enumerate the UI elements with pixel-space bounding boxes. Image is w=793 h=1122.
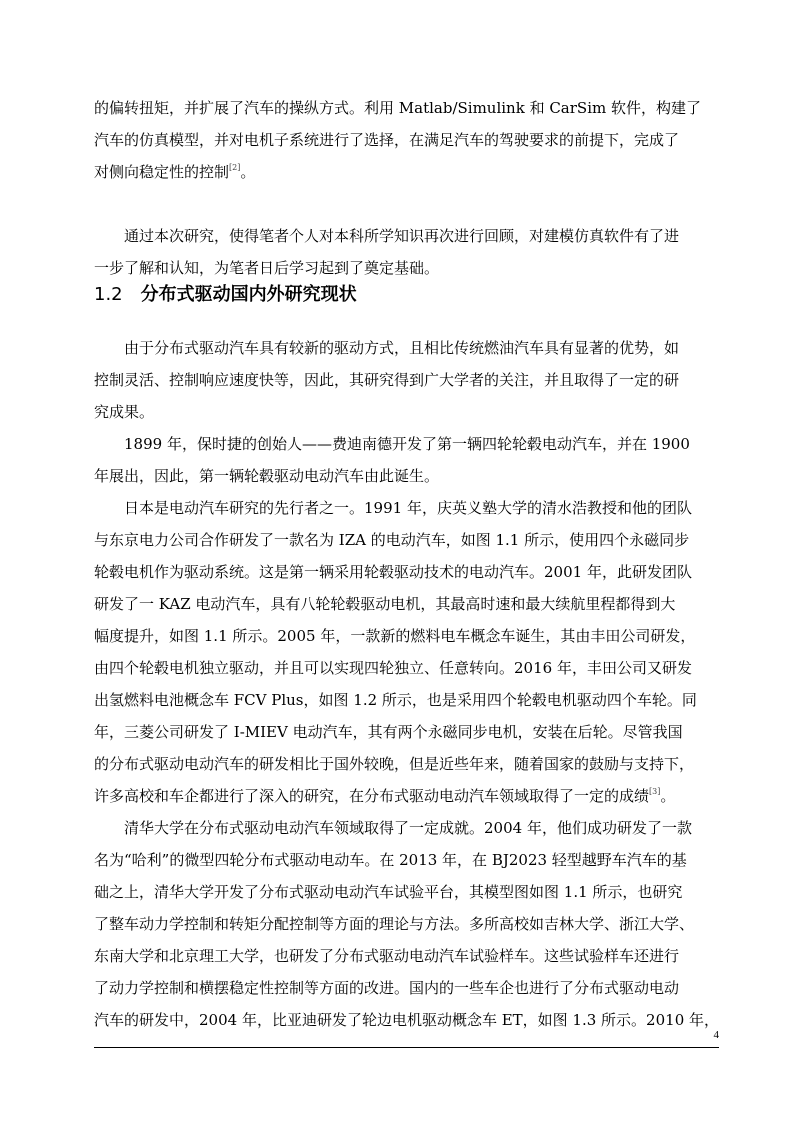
citation-mark: [2] <box>229 163 241 172</box>
paragraph-continuation <box>94 92 724 188</box>
text-line: 出氢燃料电池概念车 FCV Plus，如图 1.2 所示，也是采用四个轮毂电机驱动四个车轮。同 <box>94 691 697 709</box>
text-line: 通过本次研究，使得笔者个人对本科所学知识再次进行回顾，对建模仿真软件有了进 <box>124 227 680 245</box>
text-line <box>94 156 724 188</box>
text-line: 究成果。 <box>94 403 155 421</box>
text-line: 了动力学控制和横摆稳定性控制等方面的改进。国内的一些车企也进行了分布式驱动电动 <box>94 979 680 997</box>
text-line: 年展出，因此，第一辆轮毂驱动电动汽车由此诞生。 <box>94 467 440 485</box>
paragraph-summary <box>94 220 724 284</box>
footer-divider <box>94 1047 719 1048</box>
text-line: 控制灵活、控制响应速度快等，因此，其研究得到广大学者的关注，并且取得了一定的研 <box>94 371 680 389</box>
text-line: 幅度提升，如图 1.1 所示。2005 年，一款新的燃料电车概念车诞生，其由丰田公司研发， <box>94 627 696 645</box>
section-number: 1.2 <box>94 284 123 305</box>
text-line: 名为“哈利”的微型四轮分布式驱动电动车。在 2013 年，在 BJ2023 轻型越野车汽车的基 <box>94 851 687 869</box>
text-line <box>94 780 724 812</box>
text-fragment: 。 <box>660 787 676 805</box>
paragraph-tsinghua <box>94 812 724 1036</box>
text-line: 东南大学和北京理工大学，也研发了分布式驱动电动汽车试验样车。这些试验样车还进行 <box>94 947 680 965</box>
text-line: 日本是电动汽车研究的先行者之一。1991 年，庆英义塾大学的清水浩教授和他的团队 <box>124 499 692 517</box>
text-fragment: 。 <box>240 163 256 181</box>
text-line: 一步了解和认知，为笔者日后学习起到了奠定基础。 <box>94 259 440 277</box>
citation-mark: [3] <box>649 787 661 796</box>
text-line: 清华大学在分布式驱动电动汽车领域取得了一定成就。2004 年，他们成功研发了一款 <box>124 819 692 837</box>
text-line: 汽车的研发中，2004 年，比亚迪研发了轮边电机驱动概念车 ET，如图 1.3 所示。2010 年， <box>94 1011 720 1029</box>
text-line: 了整车动力学控制和转矩分配控制等方面的理论与方法。多所高校如吉林大学、浙江大学、 <box>94 915 695 933</box>
paragraph-history <box>94 428 724 492</box>
text-line: 研发了一 KAZ 电动汽车，具有八轮轮毂驱动电机，其最高时速和最大续航里程都得到大 <box>94 595 676 613</box>
text-line: 础之上，清华大学开发了分布式驱动电动汽车试验平台，其模型图如图 1.1 所示，也研究 <box>94 883 683 901</box>
text-line: 1899 年，保时捷的创始人——费迪南德开发了第一辆四轮轮毂电动汽车，并在 1900 <box>124 435 690 453</box>
text-fragment: 对侧向稳定性的控制 <box>94 163 230 181</box>
paragraph-japan <box>94 492 724 812</box>
text-line: 与东京电力公司合作研发了一款名为 IZA 的电动汽车，如图 1.1 所示，使用四个永磁同步 <box>94 531 690 549</box>
text-line: 由于分布式驱动汽车具有较新的驱动方式，且相比传统燃油汽车具有显著的优势，如 <box>124 339 680 357</box>
text-line: 的分布式驱动电动汽车的研发相比于国外较晚，但是近些年来，随着国家的鼓励与支持下， <box>94 755 695 773</box>
text-line: 由四个轮毂电机独立驱动，并且可以实现四轮独立、任意转向。2016 年，丰田公司又研发 <box>94 659 692 677</box>
text-fragment: 许多高校和车企都进行了深入的研究，在分布式驱动电动汽车领域取得了一定的成绩 <box>94 787 650 805</box>
paragraph-intro <box>94 332 724 428</box>
section-title: 分布式驱动国内外研究现状 <box>140 284 357 305</box>
text-line: 年，三菱公司研发了 I-MIEV 电动汽车，其有两个永磁同步电机，安装在后轮。尽管我国 <box>94 723 683 741</box>
text-line: 轮毂电机作为驱动系统。这是第一辆采用轮毂驱动技术的电动汽车。2001 年，此研发团队 <box>94 563 692 581</box>
text-line: 的偏转扭矩，并扩展了汽车的操纵方式。利用 Matlab/Simulink 和 CarSim 软件，构建了 <box>94 99 701 117</box>
section-heading <box>94 280 357 306</box>
page-number: 4 <box>713 1029 719 1041</box>
text-line: 汽车的仿真模型，并对电机子系统进行了选择，在满足汽车的驾驶要求的前提下，完成了 <box>94 131 680 149</box>
